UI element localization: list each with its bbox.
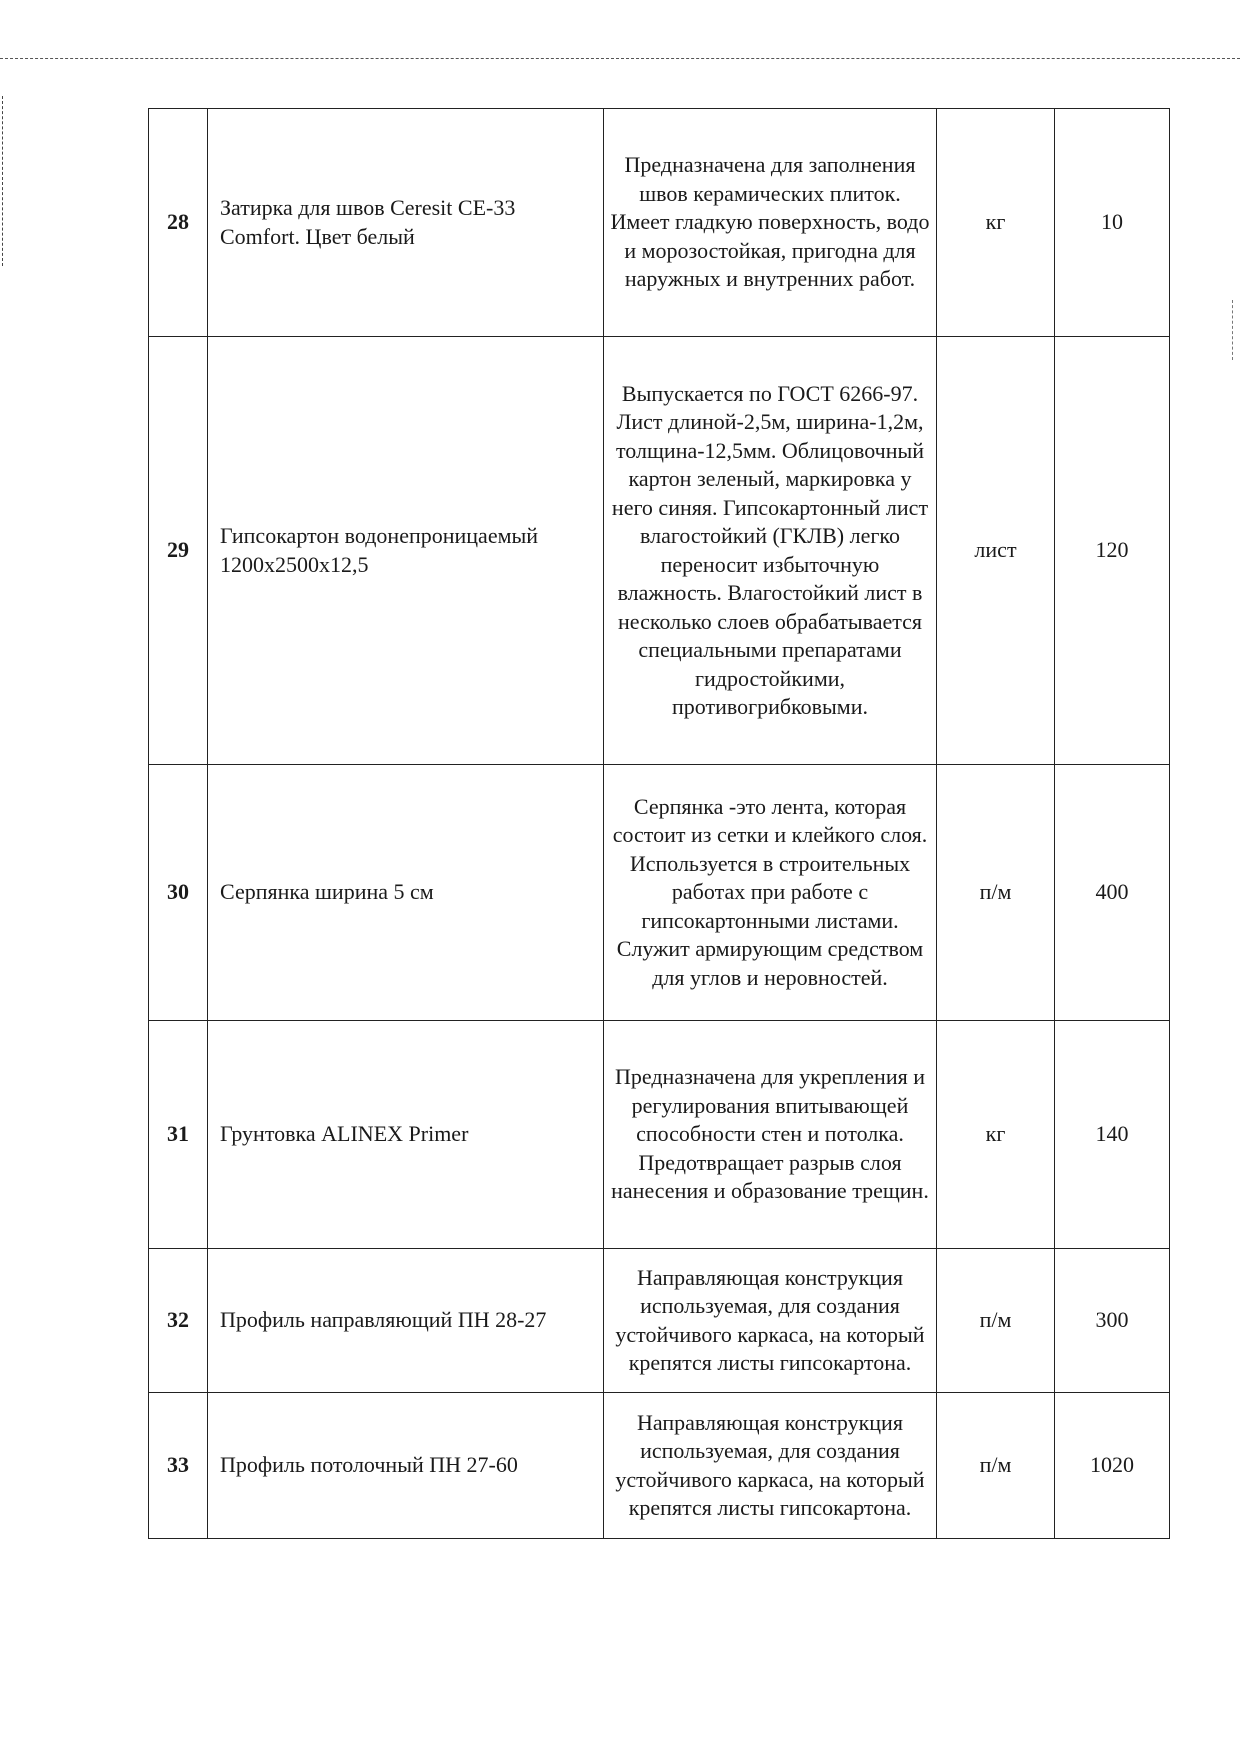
item-quantity: 120 bbox=[1055, 337, 1170, 765]
item-name: Серпянка ширина 5 см bbox=[208, 765, 604, 1021]
materials-table bbox=[148, 108, 1170, 1539]
item-unit: п/м bbox=[937, 765, 1055, 1021]
item-description: Направляющая конструкция используемая, для создания устойчивого каркаса, на который крепятся листы гипсокартона. bbox=[604, 1393, 937, 1539]
item-unit: лист bbox=[937, 337, 1055, 765]
scan-margin-marks-right bbox=[1232, 300, 1233, 360]
item-quantity: 10 bbox=[1055, 109, 1170, 337]
item-quantity: 300 bbox=[1055, 1249, 1170, 1393]
item-quantity: 1020 bbox=[1055, 1393, 1170, 1539]
item-description: Направляющая конструкция используемая, для создания устойчивого каркаса, на который крепятся листы гипсокартона. bbox=[604, 1249, 937, 1393]
row-number: 31 bbox=[149, 1021, 208, 1249]
row-number: 28 bbox=[149, 109, 208, 337]
row-number: 32 bbox=[149, 1249, 208, 1393]
item-unit: кг bbox=[937, 109, 1055, 337]
item-name: Профиль направляющий ПН 28-27 bbox=[208, 1249, 604, 1393]
scan-margin-marks bbox=[2, 96, 3, 266]
item-name: Грунтовка ALINEX Primer bbox=[208, 1021, 604, 1249]
table-row bbox=[149, 109, 1170, 337]
row-number: 33 bbox=[149, 1393, 208, 1539]
item-description: Предназначена для заполнения швов керамических плиток. Имеет гладкую поверхность, водо и морозостойкая, пригодна для наружных и внутренних работ. bbox=[604, 109, 937, 337]
item-unit: п/м bbox=[937, 1249, 1055, 1393]
item-unit: п/м bbox=[937, 1393, 1055, 1539]
row-number: 30 bbox=[149, 765, 208, 1021]
item-name: Профиль потолочный ПН 27-60 bbox=[208, 1393, 604, 1539]
table-row bbox=[149, 1249, 1170, 1393]
table-row bbox=[149, 337, 1170, 765]
table-row bbox=[149, 765, 1170, 1021]
table-row bbox=[149, 1393, 1170, 1539]
item-name: Гипсокартон водонепроницаемый 1200х2500х12,5 bbox=[208, 337, 604, 765]
item-description: Серпянка -это лента, которая состоит из сетки и клейкого слоя. Используется в строительных работах при работе с гипсокартонными листами. Служит армирующим средством для углов и неровностей. bbox=[604, 765, 937, 1021]
scan-edge-line bbox=[0, 58, 1240, 59]
table-row bbox=[149, 1021, 1170, 1249]
item-name: Затирка для швов Ceresit CE-33 Comfort. Цвет белый bbox=[208, 109, 604, 337]
item-unit: кг bbox=[937, 1021, 1055, 1249]
row-number: 29 bbox=[149, 337, 208, 765]
item-description: Предназначена для укрепления и регулирования впитывающей способности стен и потолка. Предотвращает разрыв слоя нанесения и образование трещин. bbox=[604, 1021, 937, 1249]
item-quantity: 140 bbox=[1055, 1021, 1170, 1249]
item-description: Выпускается по ГОСТ 6266-97. Лист длиной-2,5м, ширина-1,2м, толщина-12,5мм. Облицовочный картон зеленый, маркировка у него синяя. Гипсокартонный лист влагостойкий (ГКЛВ) легко переносит избыточную влажность. Влагостойкий лист в несколько слоев обрабатывается специальными препаратами гидростойкими, противогрибковыми. bbox=[604, 337, 937, 765]
item-quantity: 400 bbox=[1055, 765, 1170, 1021]
